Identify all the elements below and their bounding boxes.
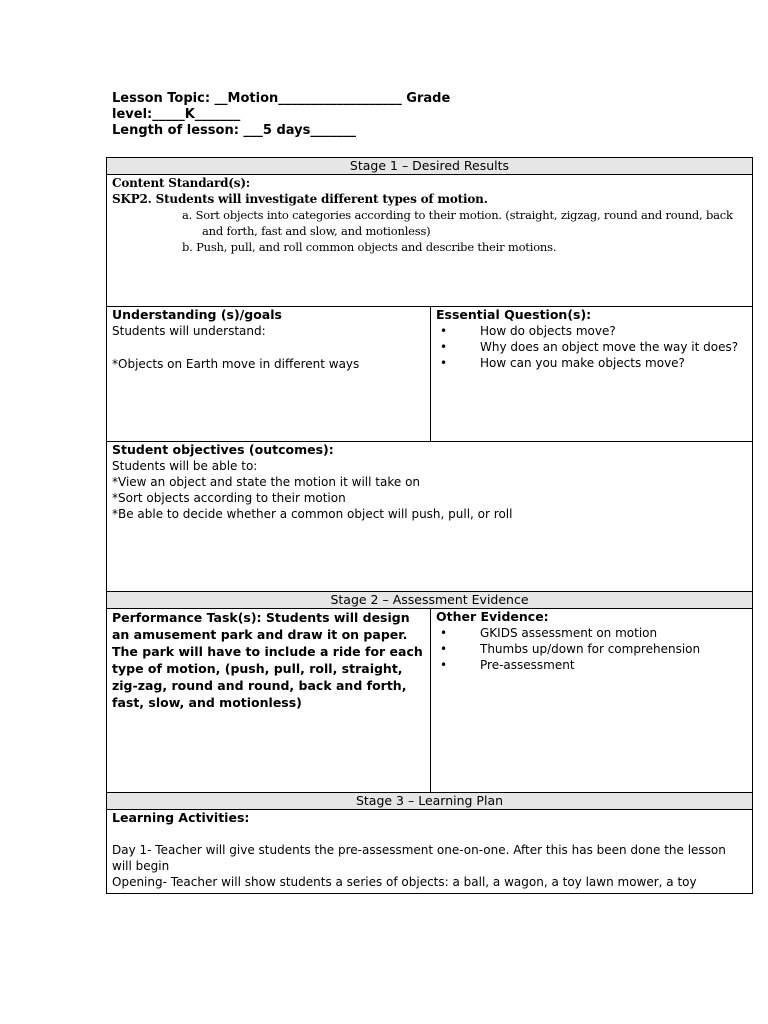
list-item: • Thumbs up/down for comprehension <box>436 641 747 657</box>
lesson-header <box>112 91 672 139</box>
other-evidence-cell <box>431 609 753 793</box>
opening-text: Opening- Teacher will show students a series of objects: a ball, a wagon, a toy lawn mower, a toy <box>112 875 697 889</box>
understanding-label: Understanding (s)/goals <box>112 307 282 322</box>
list-item: *Be able to decide whether a common object will push, pull, or roll <box>112 507 513 521</box>
objectives-label: Student objectives (outcomes): <box>112 442 334 457</box>
performance-task-cell <box>107 609 431 793</box>
stage3-header-row <box>107 793 753 810</box>
list-item: • GKIDS assessment on motion <box>436 625 747 641</box>
essential-questions-cell <box>431 307 753 442</box>
list-item: • Pre-assessment <box>436 657 747 673</box>
understanding-intro: Students will understand: <box>112 324 266 338</box>
standard-a <box>112 207 747 239</box>
standard-a-line1: a. Sort objects into categories according to their motion. (straight, zigzag, round and round, back <box>182 208 733 222</box>
assessment-row <box>107 609 753 793</box>
standard-title: SKP2. Students will investigate different types of motion. <box>112 192 488 206</box>
stage2-header-row <box>107 592 753 609</box>
list-item: *View an object and state the motion it will take on <box>112 475 421 489</box>
essential-label: Essential Question(s): <box>436 307 592 322</box>
learning-activities-row <box>107 810 753 894</box>
understanding-item: *Objects on Earth move in different ways <box>112 357 360 371</box>
understanding-cell <box>107 307 431 442</box>
standard-b: b. Push, pull, and roll common objects and describe their motions. <box>182 240 557 254</box>
stage1-header-row <box>107 158 753 175</box>
content-standard-row <box>107 175 753 307</box>
grade-level-line: level:_____K_______ <box>112 107 241 122</box>
stage2-title: Stage 2 – Assessment Evidence <box>107 592 753 609</box>
objectives-cell <box>107 442 753 592</box>
performance-task: Performance Task(s): Students will design an amusement park and draw it on paper. The park will have to include a ride for each type of motion, (push, pull, roll, straight, zig-zag, round and round, back and forth, fast, slow, and motionless) <box>112 610 423 710</box>
day1-text: Day 1- Teacher will give students the pre-assessment one-on-one. After this has been done the lesson will begin <box>112 843 726 873</box>
understanding-row <box>107 307 753 442</box>
lesson-plan-table <box>106 157 753 894</box>
objectives-intro: Students will be able to: <box>112 459 258 473</box>
lesson-length-line: Length of lesson: ___5 days_______ <box>112 123 356 138</box>
list-item: *Sort objects according to their motion <box>112 491 346 505</box>
activities-label: Learning Activities: <box>112 810 250 825</box>
stage3-title: Stage 3 – Learning Plan <box>107 793 753 810</box>
standard-a-line2: and forth, fast and slow, and motionless) <box>202 224 431 238</box>
content-standard-cell <box>107 175 753 307</box>
list-item: • How can you make objects move? <box>436 355 747 371</box>
learning-activities-cell <box>107 810 753 894</box>
list-item: • How do objects move? <box>436 323 747 339</box>
objectives-row <box>107 442 753 592</box>
other-evidence-label: Other Evidence: <box>436 609 549 624</box>
lesson-topic-line: Lesson Topic: __Motion___________________ Grade <box>112 91 451 106</box>
stage1-title: Stage 1 – Desired Results <box>107 158 753 175</box>
essential-questions-list <box>436 323 747 371</box>
content-standard-label: Content Standard(s): <box>112 176 251 190</box>
other-evidence-list <box>436 625 747 673</box>
list-item: • Why does an object move the way it does? <box>436 339 747 355</box>
